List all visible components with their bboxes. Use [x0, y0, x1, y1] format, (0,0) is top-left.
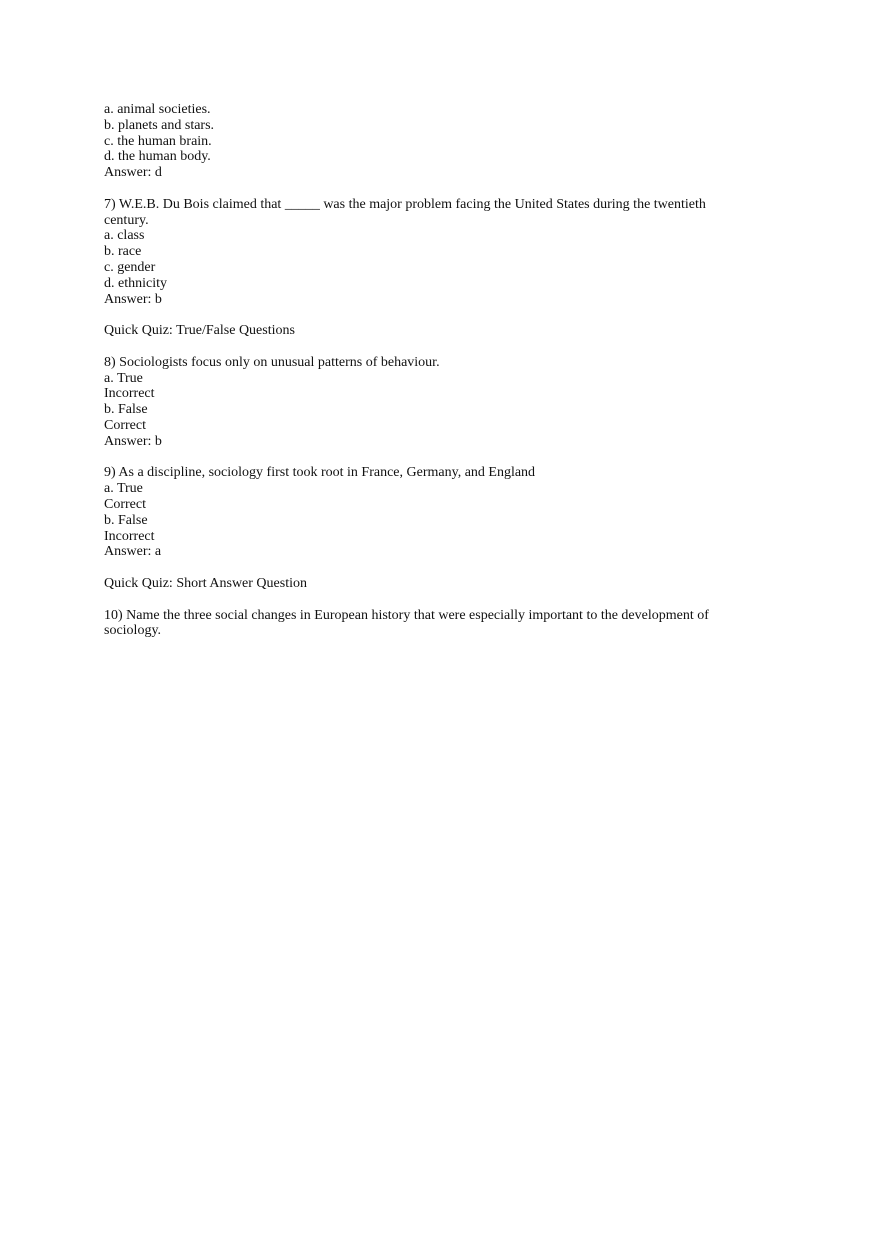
q7-option-d: d. ethnicity: [104, 275, 167, 291]
q9-feedback-b: Incorrect: [104, 528, 155, 544]
document-page: [104, 102, 724, 639]
q6-option-b: b. planets and stars.: [104, 117, 215, 133]
q8-feedback-a: Incorrect: [104, 386, 155, 402]
spacer: [104, 181, 724, 197]
spacer: [104, 592, 724, 608]
q7-question: 7) W.E.B. Du Bois claimed that _____ was the major problem facing the United States during the twentieth century.: [104, 196, 706, 228]
question-10-block: [104, 608, 724, 640]
q6-option-a: a. animal societies.: [104, 102, 211, 117]
q9-feedback-a: Correct: [104, 496, 146, 512]
q6-option-d: d. the human body.: [104, 149, 211, 165]
q10-question: 10) Name the three social changes in European history that were especially important to the development of sociology.: [104, 607, 709, 639]
spacer: [104, 307, 724, 323]
q6-answer: Answer: d: [104, 165, 162, 181]
q8-option-b: b. False: [104, 402, 148, 418]
question-9-block: [104, 465, 724, 560]
q7-option-a: a. class: [104, 228, 145, 244]
question-8-block: [104, 355, 724, 450]
q7-answer: Answer: b: [104, 291, 162, 307]
q9-option-b: b. False: [104, 512, 148, 528]
question-6-block: [104, 102, 724, 181]
q8-question: 8) Sociologists focus only on unusual patterns of behaviour.: [104, 354, 440, 370]
section-heading-short-answer: Quick Quiz: Short Answer Question: [104, 575, 307, 591]
spacer: [104, 560, 724, 576]
spacer: [104, 339, 724, 355]
q7-option-c: c. gender: [104, 259, 156, 275]
q8-answer: Answer: b: [104, 433, 162, 449]
q8-option-a: a. True: [104, 370, 143, 386]
q8-feedback-b: Correct: [104, 417, 146, 433]
q9-option-a: a. True: [104, 481, 143, 497]
q9-answer: Answer: a: [104, 544, 162, 560]
q7-option-b: b. race: [104, 244, 142, 260]
spacer: [104, 450, 724, 466]
question-7-block: [104, 197, 724, 308]
q9-question: 9) As a discipline, sociology first took root in France, Germany, and England: [104, 465, 536, 481]
q6-option-c: c. the human brain.: [104, 133, 212, 149]
section-heading-true-false: Quick Quiz: True/False Questions: [104, 323, 295, 339]
